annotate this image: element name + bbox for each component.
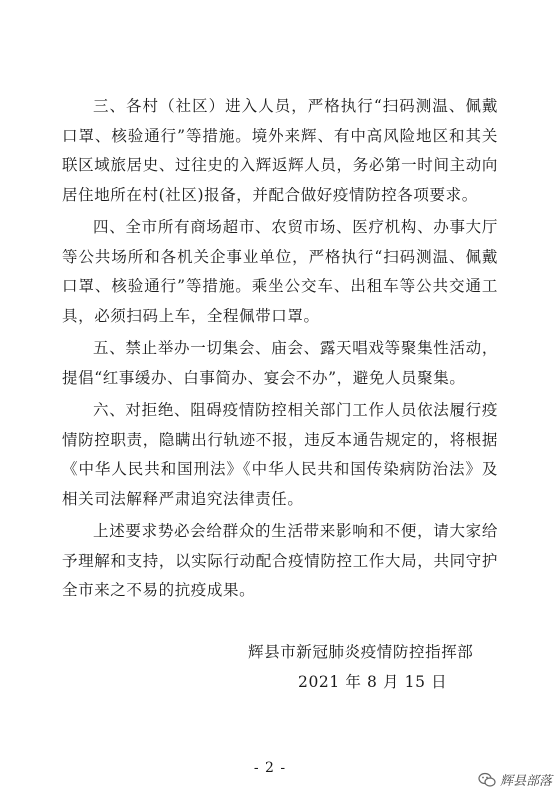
- watermark-text: 辉县部落: [499, 774, 552, 789]
- closing-paragraph: 上述要求势必会给群众的生活带来影响和不便，请大家给予理解和支持，以实际行动配合疫情防控工作大局，共同守护全市来之不易的抗疫成果。: [62, 522, 498, 599]
- paragraph-3: 三、各村（社区）进入人员，严格执行“扫码测温、佩戴口罩、核验通行”等措施。境外来辉、有中高风险地区和其关联区域旅居史、过往史的入辉返辉人员，务必第一时间主动向居住地所在村(社区)报备，并配合做好疫情防控各项要求。: [62, 97, 498, 204]
- wechat-icon: [478, 772, 496, 788]
- paragraph-4: 四、全市所有商场超市、农贸市场、医疗机构、办事大厅等公共场所和各机关企事业单位，严格执行“扫码测温、佩戴口罩、核验通行”等措施。乘坐公交车、出租车等公共交通工具，必须扫码上车，全程佩带口罩。: [62, 218, 498, 325]
- page-number: - 2 -: [253, 760, 287, 776]
- signature-date: 2021 年 8 月 15 日: [298, 673, 448, 691]
- paragraph-6: 六、对拒绝、阻碍疫情防控相关部门工作人员依法履行疫情防控职责，隐瞒出行轨迹不报，违反本通告规定的，将根据《中华人民共和国刑法》《中华人民共和国传染病防治法》及相关司法解释严肃追究法律责任。: [62, 401, 498, 508]
- paragraph-5: 五、禁止举办一切集会、庙会、露天唱戏等聚集性活动，提倡“红事缓办、白事简办、宴会不办”，避免人员聚集。: [62, 339, 498, 387]
- source-watermark: [478, 770, 552, 789]
- signature-organization: 辉县市新冠肺炎疫情防控指挥部: [248, 643, 474, 661]
- document-body: [62, 92, 498, 609]
